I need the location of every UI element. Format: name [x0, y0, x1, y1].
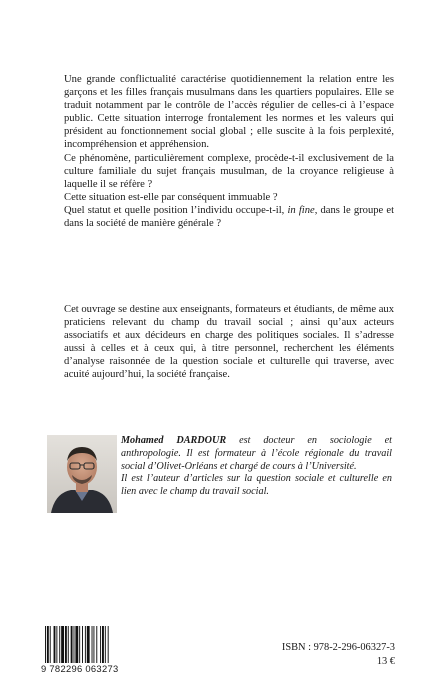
barcode-bar — [47, 626, 49, 666]
barcode-bar — [74, 626, 75, 666]
blurb-question-start: Quel statut et quelle position l’individu occupe-t-il, — [64, 204, 285, 216]
author-name: Mohamed DARDOUR — [121, 435, 227, 446]
barcode-bar — [71, 626, 73, 666]
author-bio-paragraph-2: Il est l’auteur d’articles sur la question sociale et culturelle en lien avec le champ du travail social. — [121, 473, 392, 498]
blurb-block — [64, 73, 394, 230]
barcode-bar — [68, 626, 69, 666]
author-portrait-icon — [47, 435, 117, 513]
isbn: ISBN : 978-2-296-06327-3 — [281, 642, 395, 653]
blurb-latin-phrase: in fine — [287, 204, 315, 216]
barcode-number: 9 782296 063273 — [41, 663, 137, 674]
author-bio — [121, 435, 392, 499]
barcode-bar — [100, 626, 101, 666]
blurb-paragraph-2: Ce phénomène, particulièrement complexe, procède-t-il exclusivement de la culture familiale du sujet français musulman, de la croyance religieuse à laquelle il se réfère ? — [64, 152, 394, 190]
barcode-bar — [54, 626, 56, 666]
barcode-bar — [102, 626, 104, 666]
barcode-bar — [105, 626, 106, 666]
barcode-bar — [50, 626, 51, 666]
author-bio-text-1: est docteur en sociologie et anthropologie. Il est formateur à l’école régionale du travail social d’Olivet-Orléans et chargé de cours à l’Université. — [121, 435, 393, 472]
barcode-bar — [65, 626, 67, 666]
price: 13 € — [376, 656, 395, 667]
barcode-bar — [96, 626, 97, 666]
barcode-bar — [79, 626, 80, 666]
barcode-bar — [45, 626, 46, 666]
blurb-paragraph-3: Cette situation est-elle par conséquent immuable ? — [64, 191, 278, 203]
barcode-bar — [56, 626, 57, 666]
barcode-bar — [82, 626, 83, 666]
barcode-bar — [93, 626, 94, 666]
barcode-bar — [85, 626, 86, 666]
barcode-bar — [87, 626, 90, 666]
barcode-bar — [108, 626, 109, 666]
barcode-bar — [92, 626, 93, 666]
audience-paragraph: Cet ouvrage se destine aux enseignants, formateurs et étudiants, de même aux praticiens relevant du champ du travail social ; ainsi qu’aux acteurs associatifs et aux décideurs en charge des politiques sociales. Il s’adresse aussi à celles et à ceux qui, à titre personnel, recherchent les éléments d’analyse raisonnée de la question sociale et culturelle qui traverse, avec acuité aujourd’hui, la société française. — [64, 304, 394, 381]
audience-block — [64, 303, 394, 382]
barcode-bar — [61, 626, 64, 666]
barcode-bar — [75, 626, 78, 666]
blurb-paragraph-4 — [64, 204, 394, 230]
blurb-paragraph-1: Une grande conflictualité caractérise quotidiennement la relation entre les garçons et les filles français musulmans dans les quartiers populaires. Elle se traduit notamment par le contrôle de l’accès régulier de celles-ci à l’espace public. Cette situation interroge frontalement les normes et les valeurs qui président au fonctionnement social global ; elle suscite à la fois perplexité, incompréhension et appréhension. — [64, 74, 394, 151]
barcode-bar — [59, 626, 60, 666]
blurb-question-end: , dans le groupe et dans la société de manière générale ? — [64, 204, 395, 230]
author-bio-paragraph-1 — [121, 435, 392, 473]
